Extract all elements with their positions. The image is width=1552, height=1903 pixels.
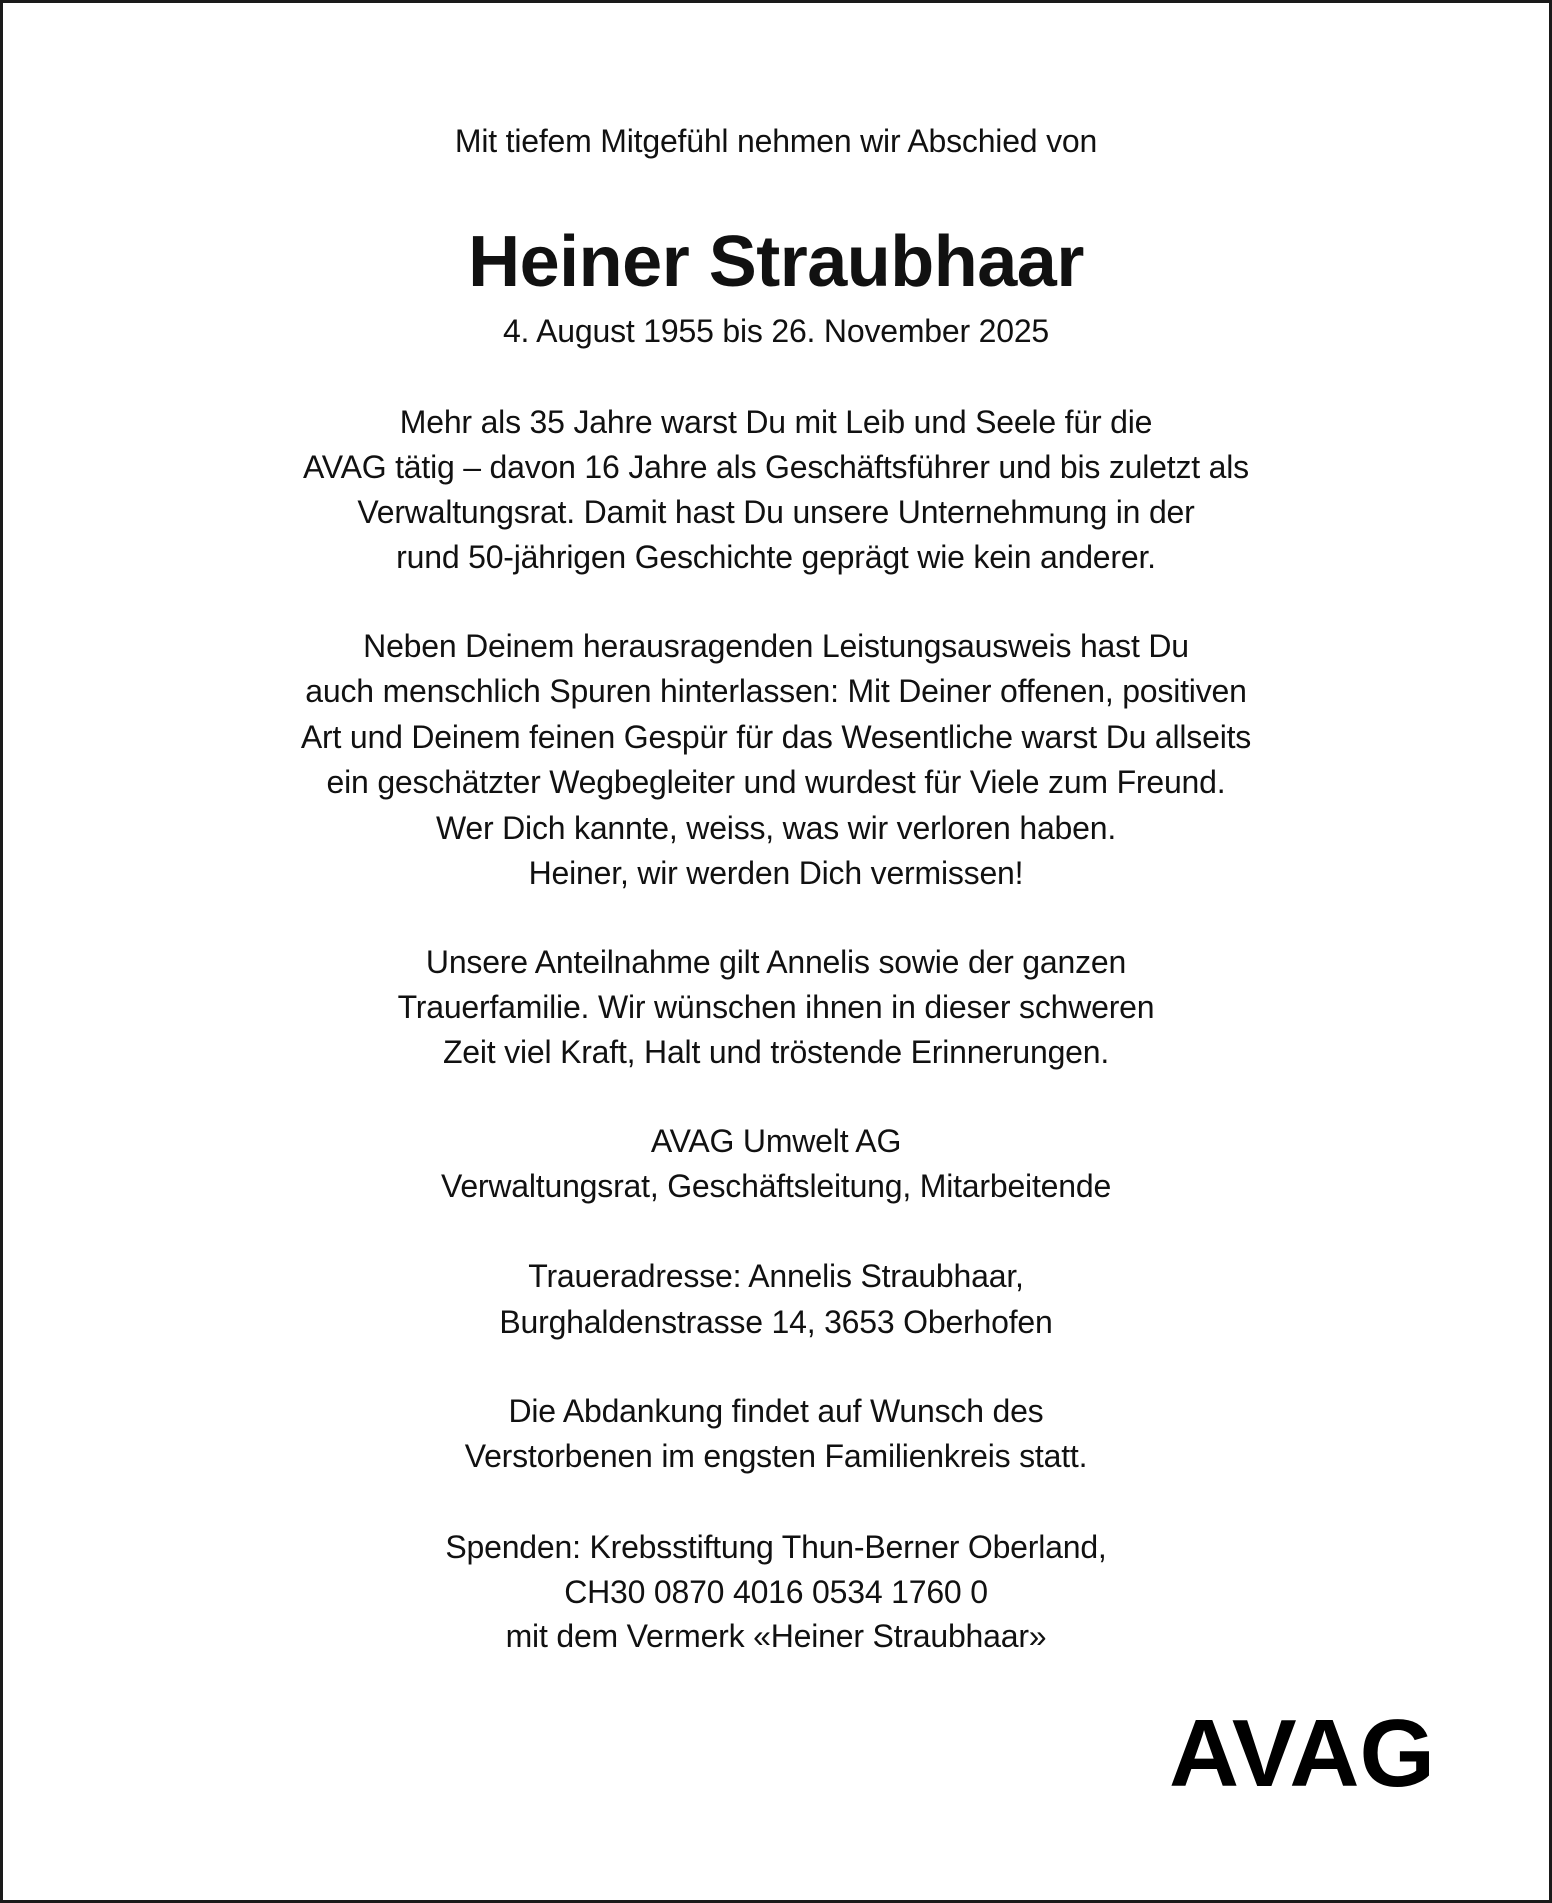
text-line: Verwaltungsrat. Damit hast Du unsere Unternehmung in der [357,494,1195,530]
text-line: Trauerfamilie. Wir wünschen ihnen in dieser schweren [397,989,1155,1025]
text-line: AVAG tätig – davon 16 Jahre als Geschäftsführer und bis zuletzt als [303,449,1249,485]
ceremony-info [0,1389,1552,1479]
text-line: Burghaldenstrasse 14, 3653 Oberhofen [499,1304,1053,1340]
text-line: ein geschätzter Wegbegleiter und wurdest für Viele zum Freund. [326,764,1226,801]
intro-text: Mit tiefem Mitgefühl nehmen wir Abschied von [454,123,1098,159]
text-line: Unsere Anteilnahme gilt Annelis sowie der ganzen [425,944,1127,980]
text-line: auch menschlich Spuren hinterlassen: Mit Deiner offenen, positiven [305,673,1247,710]
mourning-address [0,1253,1552,1345]
paragraph-personal [0,624,1552,896]
paragraph-tribute [0,400,1552,580]
name-text: Heiner Straubhaar [468,222,1084,302]
text-line: Verstorbenen im engsten Familienkreis statt. [464,1438,1088,1474]
text-line: Zeit viel Kraft, Halt und tröstende Erinnerungen. [442,1034,1110,1070]
text-line: Mehr als 35 Jahre warst Du mit Leib und Seele für die [399,404,1153,440]
iban: CH30 0870 4016 0534 1760 0 [564,1573,988,1610]
text-line: rund 50-jährigen Geschichte geprägt wie kein anderer. [396,539,1156,575]
avag-logo [1169,1712,1439,1792]
text-line: Traueradresse: Annelis Straubhaar, [528,1258,1024,1294]
company-name: AVAG Umwelt AG [650,1123,902,1159]
signatories: Verwaltungsrat, Geschäftsleitung, Mitarbeitende [440,1168,1112,1204]
life-dates [0,309,1552,354]
text-line: mit dem Vermerk «Heiner Straubhaar» [505,1618,1047,1654]
text-line: Heiner, wir werden Dich vermissen! [528,855,1024,892]
dates-text: 4. August 1955 bis 26. November 2025 [502,313,1050,349]
deceased-name [0,222,1552,302]
signature-block [0,1119,1552,1209]
donations-info [0,1525,1552,1659]
intro-line [0,119,1552,164]
text-line: Spenden: Krebsstiftung Thun-Berner Oberland, [445,1529,1107,1565]
text-line: Art und Deinem feinen Gespür für das Wesentliche warst Du allseits [300,718,1252,755]
logo-text: AVAG [1169,1712,1435,1792]
paragraph-condolences [0,940,1552,1075]
text-line: Wer Dich kannte, weiss, was wir verloren haben. [435,809,1117,846]
text-line: Die Abdankung findet auf Wunsch des [508,1393,1044,1429]
text-line: Neben Deinem herausragenden Leistungsausweis hast Du [363,628,1189,664]
